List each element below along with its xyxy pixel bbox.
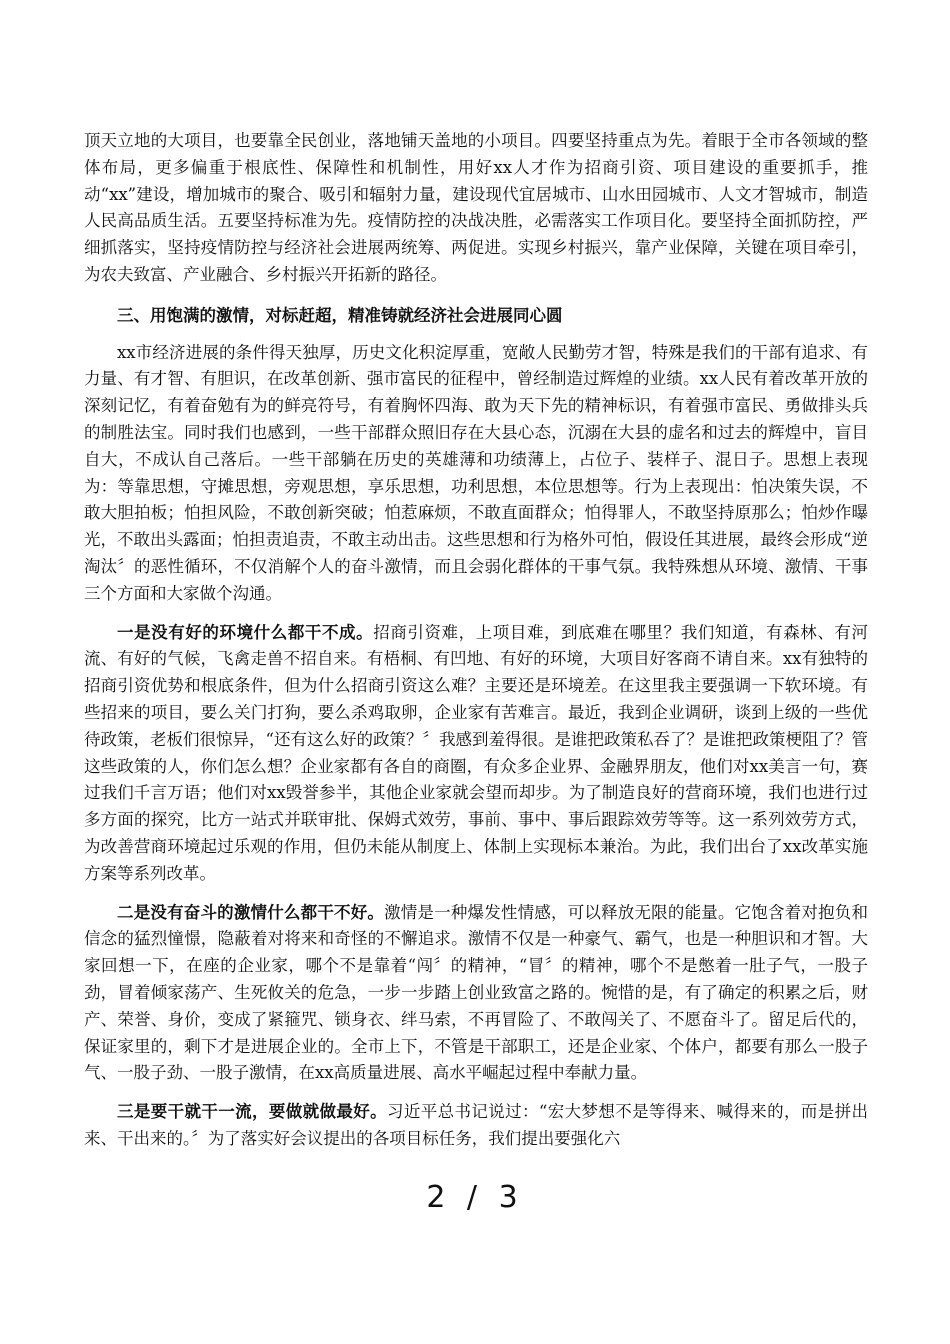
lead-sentence: 三是要干就干一流，要做就做最好。 xyxy=(117,1102,388,1122)
paragraph-body: xx市经济进展的条件得天独厚，历史文化积淀厚重，宽敞人民勤劳才智，特殊是我们的干部有追求、有力量、有才智、有胆识，在改革创新、强市富民的征程中，曾经制造过辉煌的业绩。xx人民有着改革开放的深刻记忆，有着奋勉有为的鲜亮符号，有着胸怀四海、敢为天下先的精神标识，有着强市富民、勇做排头兵的制胜法宝。同时我们也感到，一些干部群众照旧存在大县心态，沉溺在大县的虚名和过去的辉煌中，盲目自大，不成认自己落后。一些干部躺在历史的英雄薄和功绩薄上，占位子、装样子、混日子。思想上表现为：等靠思想，守摊思想，旁观思想，享乐思想，功利思想，本位思想等。行为上表现出：怕决策失误，不敢大胆拍板；怕担风险，不敢创新突破；怕惹麻烦，不敢直面群众；怕得罪人，不敢坚持原那么；怕炒作曝光，不敢出头露面；怕担责追责，不敢主动出击。这些思想和行为格外可怕，假设任其进展，最终会形成“逆淘汰〞的恶性循环，不仅消解个人的奋斗激情，而且会弱化群体的干事气氛。我特殊想从环境、激情、干事三个方面和大家做个沟通。 xyxy=(84,342,868,603)
paragraph-continuation: 顶天立地的大项目，也要靠全民创业，落地铺天盖地的小项目。四要坚持重点为先。着眼于全市各领域的整体布局，更多偏重于根底性、保障性和机制性，用好xx人才作为招商引资、项目建设的重要抓手，推动“xx”建设，增加城市的聚合、吸引和辐射力量，建设现代宜居城市、山水田园城市、人文才智城市，制造人民高品质生活。五要坚持标准为先。疫情防控的决战决胜，必需落实工作项目化。要坚持全面抓防控，严细抓落实，坚持疫情防控与经济社会进展两统筹、两促进。实现乡村振兴，靠产业保障，关键在项目牵引，为农夫致富、产业融合、乡村振兴开拓新的路径。 xyxy=(84,131,868,284)
paragraph-passion xyxy=(84,900,868,1088)
paragraph-text: 习近平总书记说过：“宏大梦想不是等得来、喊得来的，而是拼出来、干出来的。〞为了落实好会议提出的各项目标任务，我们提出要强化六 xyxy=(84,1102,869,1148)
paragraph-text: 招商引资难，上项目难，到底难在哪里？我们知道，有森林、有河流、有好的气候，飞禽走兽不招自来。有梧桐、有凹地、有好的环境，大项目好客商不请自来。xx有独特的招商引资优势和根底条件，但为什么招商引资这么难？主要还是环境差。在这里我主要强调一下软环境。有些招来的项目，要么关门打狗，要么杀鸡取卵，企业家有苦难言。最近，我到企业调研，谈到上级的一些优待政策，老板们很惊异，“还有这么好的政策？〞我感到羞得很。是谁把政策私吞了？是谁把政策梗阻了？管这些政策的人，你们怎么想？企业家都有各自的商圈，有众多企业界、金融界朋友，他们对xx美言一句，赛过我们千言万语；他们对xx毁誉参半，其他企业家就会望而却步。为了制造良好的营商环境，我们也进行过多方面的探究，比方一站式并联审批、保姆式效劳，事前、事中、事后跟踪效劳等等。这一系列效劳方式，为改善营商环境起过乐观的作用，但仍未能从制度上、体制上实现标本兼治。为此，我们出台了xx改革实施方案等系列改革。 xyxy=(84,622,869,883)
paragraph-excellence xyxy=(84,1099,868,1153)
lead-sentence: 一是没有好的环境什么都干不成。 xyxy=(117,622,374,642)
section-heading: 三、用饱满的激情，对标赶超，精准铸就经济社会进展同心圆 xyxy=(117,305,563,325)
paragraph-environment xyxy=(84,620,868,888)
document-body xyxy=(84,128,868,1153)
paragraph-text: 激情是一种爆发性情感，可以释放无限的能量。它饱含着对抱负和信念的猛烈憧憬，隐蔽着对将来和奇怪的不懈追求。激情不仅是一种豪气、霸气，也是一种胆识和才智。大家回想一下，在座的企业家，哪个不是靠着“闯〞的精神，“冒〞的精神，哪个不是憋着一肚子气，一股子劲，冒着倾家荡产、生死攸关的危急，一步一步踏上创业致富之路的。惋惜的是，有了确定的积累之后，财产、荣誉、身价，变成了紧箍咒、锁身衣、绊马索，不再冒险了、不敢闯关了、不愿奋斗了。留足后代的，保证家里的，剩下才是进展企业的。全市上下，不管是干部职工，还是企业家、个体户，都要有那么一股子气、一股子劲、一股子激情，在xx高质量进展、高水平崛起过程中奉献力量。 xyxy=(84,902,869,1083)
lead-sentence: 二是没有奋斗的激情什么都干不好。 xyxy=(117,902,385,922)
page-number: 2 / 3 xyxy=(426,1180,524,1215)
